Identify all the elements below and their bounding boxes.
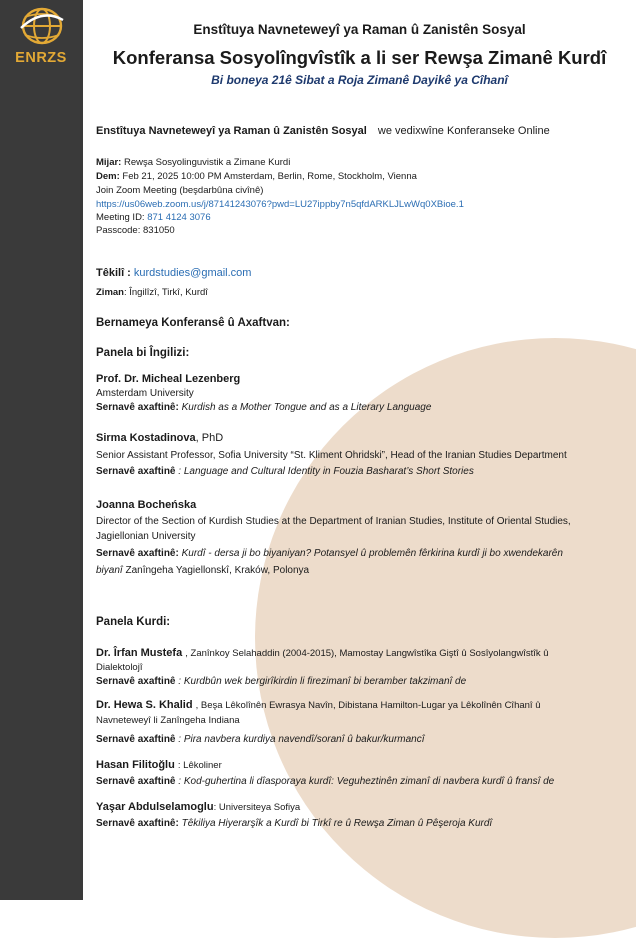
- speaker-affiliation: Senior Assistant Professor, Sofia University “St. Kliment Ohridski”, Head of the Iranian Studies Department: [96, 450, 567, 461]
- talk-label: Sernavê axaftinê:: [96, 548, 179, 559]
- speaker-name: Yaşar Abdulselamoglu: [96, 801, 214, 813]
- speaker-name: Hasan Filitoğlu: [96, 759, 175, 771]
- speaker-line: [96, 759, 222, 771]
- ziman-line: [96, 287, 208, 298]
- talk-label: Sernavê axaftinê: [96, 734, 176, 745]
- talk-line: [96, 676, 466, 687]
- speaker-line: [96, 647, 549, 659]
- speaker-affiliation-cont: Jagiellonian University: [96, 531, 196, 542]
- talk-line-cont: [96, 565, 309, 576]
- speaker-name: Sirma Kostadinova: [96, 432, 196, 444]
- passcode: 831050: [143, 225, 175, 236]
- intro-invite: we vedixwîne Konferanseke Online: [377, 125, 550, 137]
- speaker-name: Dr. Îrfan Mustefa: [96, 647, 183, 659]
- speaker-name: Dr. Hewa S. Khalid: [96, 699, 193, 711]
- talk-label: Sernavê axaftinê: [96, 776, 176, 787]
- talk-line: [96, 548, 563, 559]
- speaker-name-line: [96, 432, 223, 444]
- dem-label: Dem:: [96, 171, 120, 182]
- intro-line: [96, 125, 550, 137]
- speaker-affiliation: Director of the Section of Kurdish Studies at the Department of Iranian Studies, Institute of Oriental Studies,: [96, 516, 571, 527]
- talk-title: : Kurdbûn wek bergirîkirdin li firezimanî bi beramber takzimanî de: [178, 676, 467, 687]
- meeting-id-line: [96, 212, 211, 223]
- speaker-affiliation-cont: Navneteweyî li Zanîngeha Indiana: [96, 715, 240, 726]
- speaker-name-suffix: , PhD: [195, 432, 224, 444]
- talk-line: [96, 402, 431, 413]
- talk-title: Kurdish as a Mother Tongue and as a Literary Language: [181, 402, 432, 413]
- passcode-label: Passcode:: [96, 225, 141, 236]
- speaker-name: Prof. Dr. Micheal Lezenberg: [96, 373, 241, 385]
- talk-label: Sernavê axaftinê:: [96, 402, 179, 413]
- talk-line: [96, 776, 554, 787]
- talk-title: Têkiliya Hiyerarşîk a Kurdî bi Tirkî re û Rewşa Ziman û Pêşeroja Kurdî: [181, 818, 493, 829]
- org-title: Enstîtuya Navneteweyî ya Raman û Zanistên Sosyal: [193, 22, 526, 37]
- talk-title-cont: biyanî: [96, 565, 123, 576]
- tekili-line: [96, 267, 251, 279]
- talk-title: : Pira navbera kurdiya navendî/soranî û bakur/kurmancî: [178, 734, 425, 745]
- talk-line: [96, 818, 492, 829]
- talk-line: [96, 466, 474, 477]
- talk-title: Kurdî - dersa ji bo biyaniyan? Potansyel û problemên fêrkirina kurdî ji bo xwendekarên: [181, 548, 563, 559]
- speaker-affiliation-cont: Dialektolojî: [96, 662, 143, 673]
- speaker-line: [96, 699, 541, 711]
- email-link[interactable]: kurdstudies@gmail.com: [133, 267, 252, 279]
- join-zoom-text: Join Zoom Meeting (beşdarbûna civînê): [96, 185, 264, 196]
- meeting-id: 871 4124 3076: [147, 212, 211, 223]
- tekili-label: Têkilî :: [96, 267, 131, 279]
- mijar-line: [96, 157, 290, 168]
- talk-venue: Zanîngeha Yagiellonskî, Kraków, Polonya: [125, 565, 310, 576]
- speaker-affiliation: , Beşa Lêkolînên Ewrasya Navîn, Dibistana Hamilton-Lugar ya Lêkolînên Cîhanî û: [195, 700, 541, 711]
- panel-en-title: Panela bi Îngilizi:: [96, 347, 190, 359]
- speaker-affiliation: , Zanînkoy Selahaddin (2004-2015), Mamostay Langwîstîka Giştî û Sosîyolangwîstîk û: [185, 648, 549, 659]
- zoom-link[interactable]: https://us06web.zoom.us/j/87141243076?pwd=LU27ippby7n5qfdARKLJLwWq0XBioe.1: [96, 199, 464, 210]
- passcode-line: [96, 225, 175, 236]
- logo-text: ENRZS: [15, 50, 67, 66]
- talk-title: : Kod-guhertina li dîasporaya kurdî: Veguheztinên zimanî di navbera kurdî û fransî de: [178, 776, 555, 787]
- dem-line: [96, 171, 417, 182]
- talk-label: Sernavê axaftinê: [96, 466, 176, 477]
- speaker-affiliation: : Universiteya Sofiya: [213, 802, 301, 813]
- talk-title: : Language and Cultural Identity in Fouzia Basharat’s Short Stories: [175, 466, 474, 477]
- mijar-value: Rewşa Sosyolinguvistik a Zimane Kurdi: [123, 157, 291, 168]
- conference-title: Konferansa Sosyolîngvîstîk a li ser Rewşa Zimanê Kurdî: [112, 47, 607, 68]
- speaker-affiliation: Amsterdam University: [96, 388, 194, 399]
- ziman-label: Ziman: [96, 287, 124, 298]
- ziman-value: : Îngilîzî, Tirkî, Kurdî: [123, 287, 208, 298]
- intro-org: Enstîtuya Navneteweyî ya Raman û Zanistên Sosyal: [96, 125, 367, 137]
- speaker-line: [96, 801, 300, 813]
- panel-ku-title: Panela Kurdi:: [96, 616, 171, 628]
- mijar-label: Mijar:: [96, 157, 122, 168]
- speaker-affiliation: : Lêkoliner: [177, 760, 222, 771]
- talk-label: Sernavê axaftinê: [96, 676, 176, 687]
- speaker-name: Joanna Bocheńska: [96, 499, 197, 511]
- dem-value: Feb 21, 2025 10:00 PM Amsterdam, Berlin, Rome, Stockholm, Vienna: [122, 171, 417, 182]
- conference-subtitle: Bi boneya 21ê Sibat a Roja Zimanê Dayikê ya Cîhanî: [211, 73, 508, 87]
- talk-label: Sernavê axaftinê:: [96, 818, 179, 829]
- talk-line: [96, 734, 425, 745]
- meeting-id-label: Meeting ID:: [96, 212, 145, 223]
- program-title: Bernameya Konferansê û Axaftvan:: [96, 317, 290, 329]
